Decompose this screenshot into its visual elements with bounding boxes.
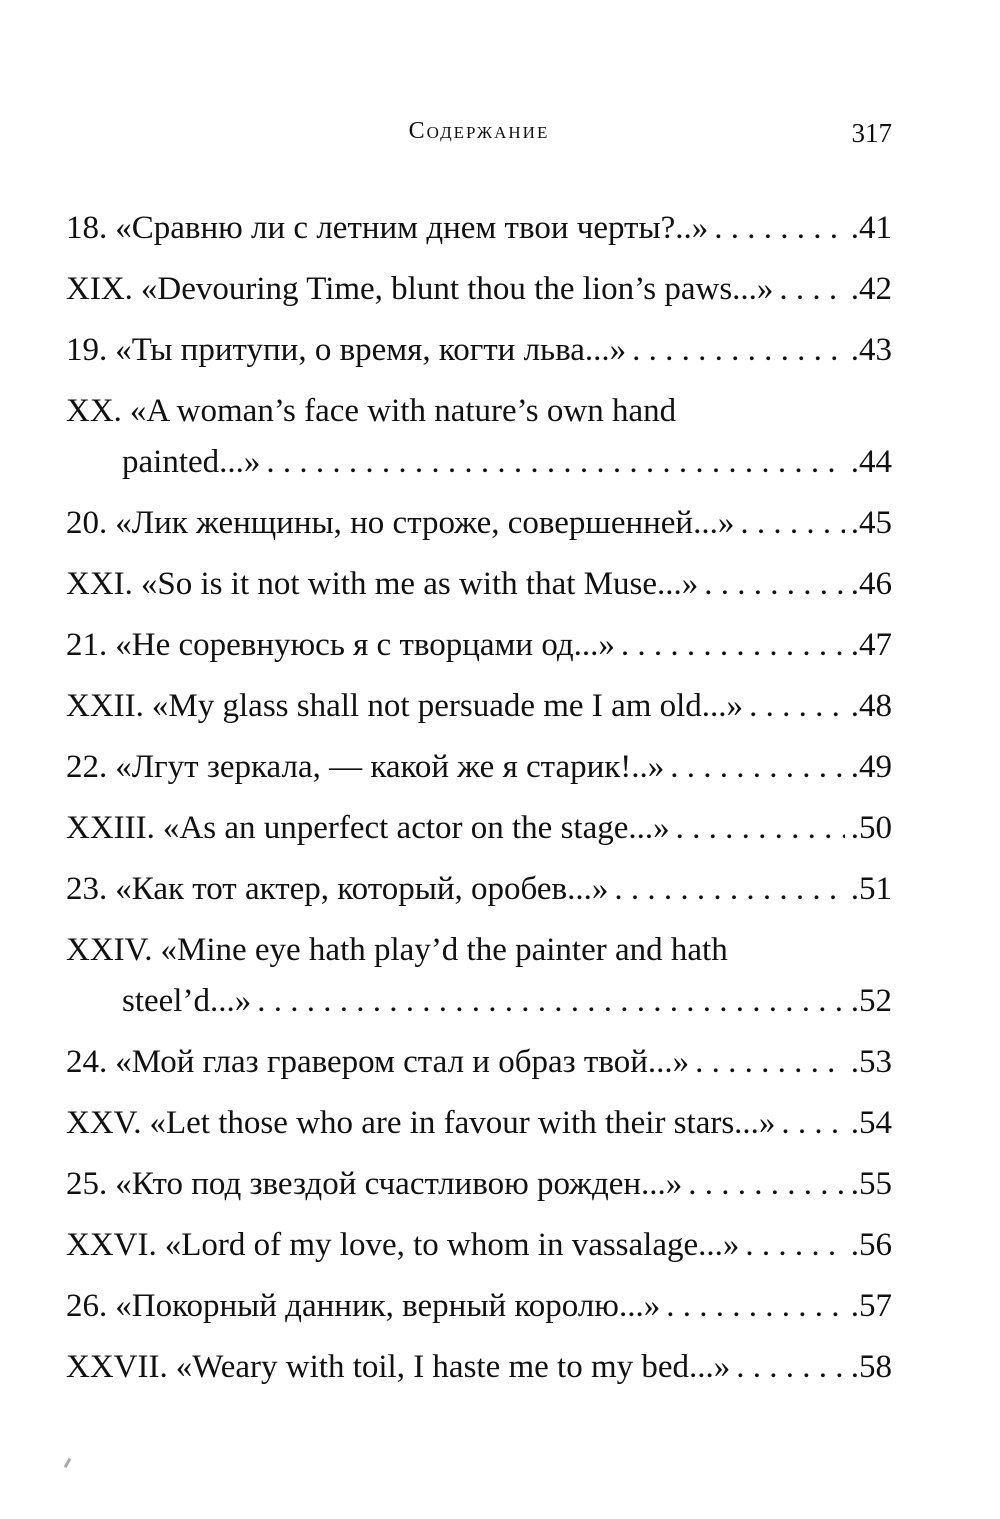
toc-entry <box>66 264 892 315</box>
toc-entry <box>66 864 892 915</box>
toc-entry-line <box>66 1281 892 1332</box>
toc-entry <box>66 803 892 854</box>
toc-entry-line <box>66 803 892 854</box>
toc-entry-number: XX. <box>66 393 122 429</box>
dot-leader <box>714 203 844 254</box>
toc-entry-number: 21. <box>66 627 108 663</box>
toc-entry <box>66 1281 892 1332</box>
toc-entry-line <box>66 681 892 732</box>
toc-entry-number: 18. <box>66 210 108 246</box>
toc-entry-title: «Lord of my love, to whom in vassalage...» <box>164 1227 740 1263</box>
toc-entry-page: .42 <box>850 271 892 307</box>
toc-entry-line <box>66 1159 892 1210</box>
toc-entry-page: .57 <box>850 1288 892 1324</box>
toc-entry <box>66 1159 892 1210</box>
toc-entry-page: .43 <box>850 332 892 368</box>
toc-entry-title-continuation: painted...» <box>122 444 261 480</box>
toc-entry <box>66 203 892 254</box>
toc-entry-page: .49 <box>850 749 892 785</box>
dot-leader <box>781 1098 844 1149</box>
toc-entry-page: .54 <box>850 1105 892 1141</box>
toc-entry-page: .41 <box>850 210 892 246</box>
dot-leader <box>266 437 844 488</box>
toc-entry-page: .45 <box>850 505 892 541</box>
dot-leader <box>257 976 845 1027</box>
toc-entry-number: XXVII. <box>66 1349 168 1385</box>
toc-entry-title: «Лгут зеркала, — какой же я старик!..» <box>115 749 665 785</box>
toc-entry-page: .46 <box>850 566 892 602</box>
scan-speck <box>64 1458 72 1468</box>
dot-leader <box>670 742 844 793</box>
toc-entry-title: «Кто под звездой счастливою рожден...» <box>115 1166 683 1202</box>
toc-entry <box>66 559 892 610</box>
toc-entry-page: .48 <box>850 688 892 724</box>
toc-entry-number: XXII. <box>66 688 144 724</box>
toc-entry-line <box>66 264 892 315</box>
dot-leader <box>666 1281 845 1332</box>
toc-entry <box>66 1037 892 1088</box>
running-header <box>66 118 892 158</box>
toc-entry-title: «So is it not with me as with that Muse...» <box>140 566 699 602</box>
toc-entry-title: «Let those who are in favour with their stars...» <box>149 1105 776 1141</box>
dot-leader <box>736 1342 844 1393</box>
toc-entry-continuation-line <box>66 437 892 488</box>
dot-leader <box>779 264 844 315</box>
toc-entry <box>66 386 892 488</box>
toc-entry-title-continuation: steel’d...» <box>122 983 252 1019</box>
toc-entry <box>66 1342 892 1393</box>
dot-leader <box>688 1159 844 1210</box>
toc-entry-page: .50 <box>850 810 892 846</box>
toc-entry-continuation-line <box>66 976 892 1027</box>
toc-entry-number: 20. <box>66 505 108 541</box>
toc-entry-page: .51 <box>850 871 892 907</box>
toc-entry-number: 24. <box>66 1044 108 1080</box>
toc-entry-title: «Mine eye hath play’d the painter and hath <box>160 932 728 968</box>
toc-entry-page: .58 <box>850 1349 892 1385</box>
toc-entry-number: 22. <box>66 749 108 785</box>
toc-entry-title: «Мой глаз гравером стал и образ твой...» <box>115 1044 690 1080</box>
toc-entry-title: «Как тот актер, который, оробев...» <box>115 871 609 907</box>
dot-leader <box>745 1220 844 1271</box>
toc-entry-first-line <box>66 386 892 437</box>
dot-leader <box>676 803 845 854</box>
toc-entry-line <box>66 620 892 671</box>
toc-entry-title: «Ты притупи, о время, когти льва...» <box>115 332 627 368</box>
toc-entry-title: «Лик женщины, но строже, совершенней...» <box>115 505 735 541</box>
toc-entry-number: XXVI. <box>66 1227 157 1263</box>
toc-entry-number: 25. <box>66 1166 108 1202</box>
toc-entry-title: «Сравню ли с летним днем твои черты?..» <box>115 210 709 246</box>
dot-leader <box>695 1037 845 1088</box>
toc-entry-line <box>66 498 892 549</box>
toc-entry-line <box>66 864 892 915</box>
toc-entry-number: 26. <box>66 1288 108 1324</box>
dot-leader <box>749 681 845 732</box>
toc-entry-page: .44 <box>850 444 892 480</box>
toc-entry-first-line <box>66 925 892 976</box>
toc-entry-line <box>66 325 892 376</box>
dot-leader <box>740 498 844 549</box>
toc-entry <box>66 325 892 376</box>
toc-entry-line <box>66 1037 892 1088</box>
toc-entry-title: «Devouring Time, blunt thou the lion’s paws...» <box>140 271 774 307</box>
toc-entry-title: «As an unperfect actor on the stage...» <box>162 810 670 846</box>
toc-entry-title: «My glass shall not persuade me I am old...» <box>151 688 744 724</box>
toc-entry-line <box>66 1098 892 1149</box>
toc-entry-line <box>66 203 892 254</box>
toc-entry-number: XXIV. <box>66 932 153 968</box>
toc-entry <box>66 1220 892 1271</box>
table-of-contents <box>66 203 892 1403</box>
toc-entry-page: .53 <box>850 1044 892 1080</box>
toc-entry-number: XIX. <box>66 271 133 307</box>
toc-entry-line <box>66 559 892 610</box>
toc-entry-line <box>66 1220 892 1271</box>
dot-leader <box>704 559 845 610</box>
toc-entry-page: .56 <box>850 1227 892 1263</box>
toc-entry-number: XXIII. <box>66 810 155 846</box>
toc-entry-title: «Покорный данник, верный королю...» <box>115 1288 661 1324</box>
toc-entry-page: .55 <box>850 1166 892 1202</box>
toc-entry-line <box>66 742 892 793</box>
toc-entry <box>66 681 892 732</box>
toc-entry-number: 23. <box>66 871 108 907</box>
header-title: Содержание <box>408 118 550 144</box>
toc-entry <box>66 742 892 793</box>
header-page-number: 317 <box>851 118 892 148</box>
dot-leader <box>621 620 845 671</box>
toc-entry-page: .47 <box>850 627 892 663</box>
toc-entry <box>66 925 892 1027</box>
toc-entry-line <box>66 1342 892 1393</box>
toc-entry-title: «A woman’s face with nature’s own hand <box>129 393 677 429</box>
toc-entry-title: «Weary with toil, I haste me to my bed...» <box>175 1349 731 1385</box>
toc-entry <box>66 1098 892 1149</box>
toc-entry-number: XXI. <box>66 566 133 602</box>
toc-entry-number: XXV. <box>66 1105 142 1141</box>
toc-entry-page: .52 <box>850 983 892 1019</box>
toc-entry <box>66 498 892 549</box>
toc-entry <box>66 620 892 671</box>
toc-entry-title: «Не соревнуюсь я с творцами од...» <box>115 627 615 663</box>
toc-entry-number: 19. <box>66 332 108 368</box>
dot-leader <box>614 864 844 915</box>
dot-leader <box>632 325 845 376</box>
